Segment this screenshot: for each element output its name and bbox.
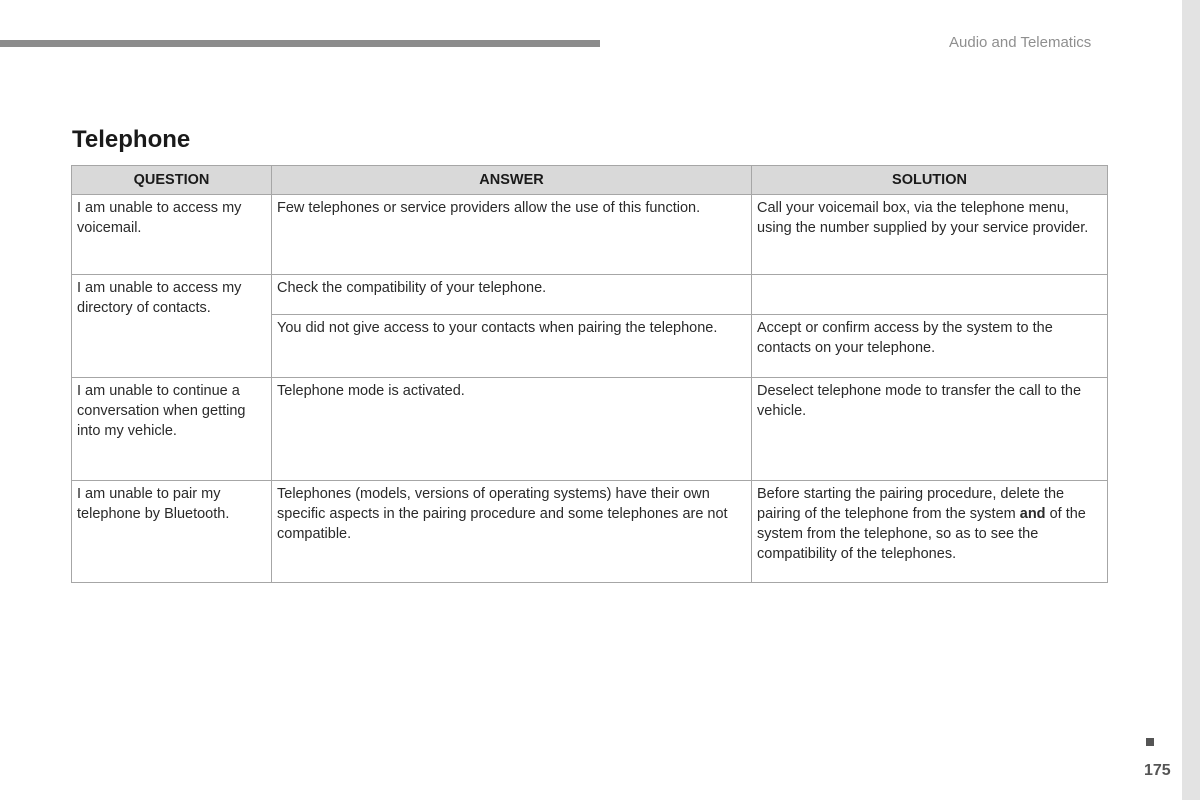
answer-cell: Telephones (models, versions of operating systems) have their own specific aspects in the pairing procedure and some telephones are not compatible. — [272, 481, 752, 583]
question-cell: I am unable to access my voicemail. — [72, 195, 272, 275]
table-row — [72, 195, 1108, 275]
solution-text: Before starting the pairing procedure, delete the pairing of the telephone from the system — [757, 486, 1065, 522]
column-header-question: QUESTION — [72, 166, 272, 195]
solution-text: of the system from the telephone, so as to see the compatibility of the telephones. — [757, 506, 1086, 562]
answer-cell: Few telephones or service providers allow the use of this function. — [272, 195, 752, 275]
solution-emphasis: and — [1019, 506, 1046, 522]
table-header-row — [72, 166, 1108, 195]
solution-cell: Deselect telephone mode to transfer the call to the vehicle. — [752, 378, 1108, 481]
column-header-answer: ANSWER — [272, 166, 752, 195]
right-margin-bar — [1182, 0, 1200, 800]
question-cell: I am unable to access my directory of contacts. — [72, 275, 272, 378]
column-header-solution: SOLUTION — [752, 166, 1108, 195]
top-rule — [0, 40, 600, 47]
solution-cell: Accept or confirm access by the system to the contacts on your telephone. — [752, 315, 1108, 378]
question-cell: I am unable to pair my telephone by Bluetooth. — [72, 481, 272, 583]
table-row — [72, 378, 1108, 481]
question-cell: I am unable to continue a conversation when getting into my vehicle. — [72, 378, 272, 481]
faq-table — [71, 165, 1108, 583]
table-row — [72, 275, 1108, 315]
page-marker-square — [1146, 738, 1154, 746]
solution-cell — [752, 481, 1108, 583]
answer-cell: You did not give access to your contacts when pairing the telephone. — [272, 315, 752, 378]
page-number: 175 — [1144, 762, 1171, 779]
answer-cell: Check the compatibility of your telephone. — [272, 275, 752, 315]
solution-cell — [752, 275, 1108, 315]
answer-cell: Telephone mode is activated. — [272, 378, 752, 481]
page-title: Telephone — [72, 126, 191, 153]
section-header: Audio and Telematics — [949, 34, 1092, 51]
table-row — [72, 481, 1108, 583]
solution-cell: Call your voicemail box, via the telephone menu, using the number supplied by your service provider. — [752, 195, 1108, 275]
